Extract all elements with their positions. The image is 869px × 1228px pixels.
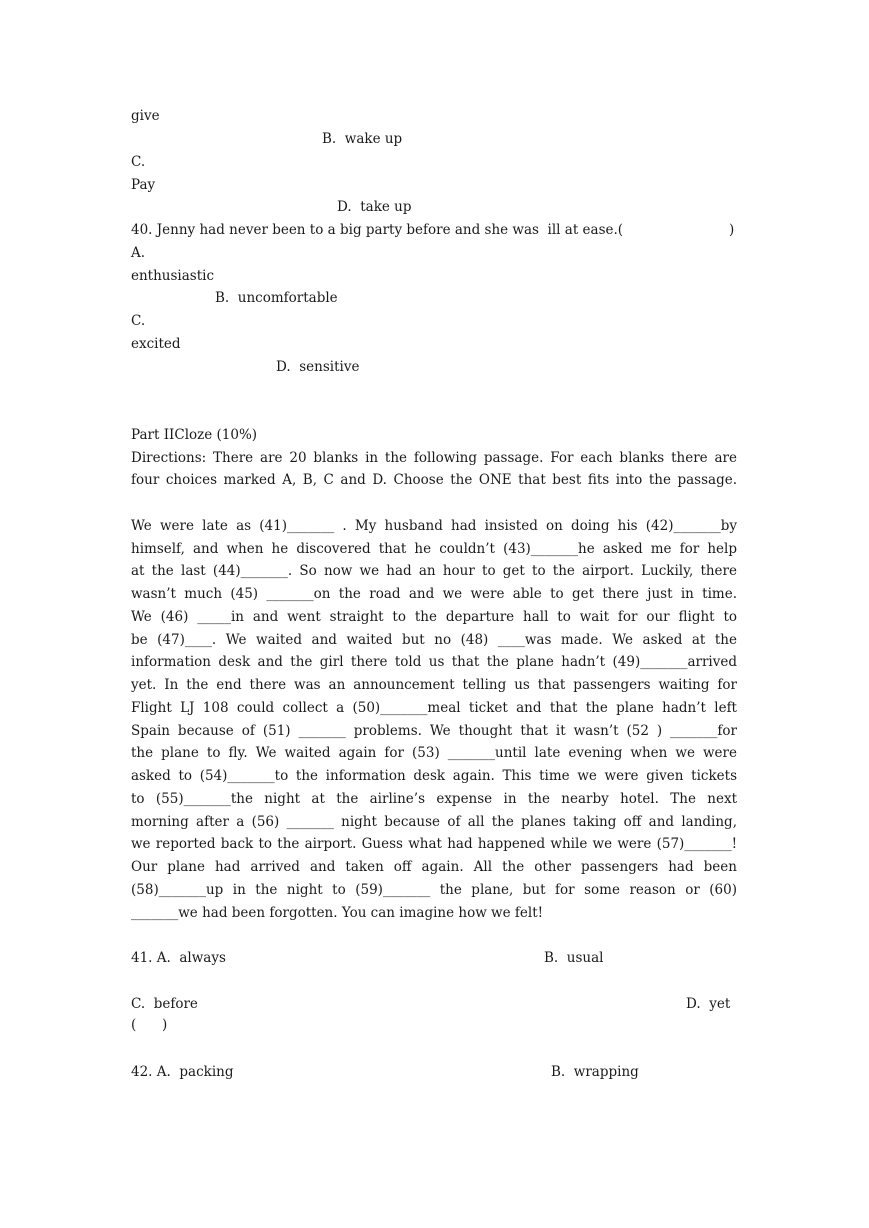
q39-option-d: D. take up	[337, 199, 412, 215]
q41-option-b: B. usual	[544, 950, 604, 966]
q42-option-a: 42. A. packing	[131, 1064, 234, 1080]
directions-line: four choices marked A, B, C and D. Choose the ONE that best fits into the passage.	[131, 472, 737, 488]
passage-line: yet. In the end there was an announcement telling us that passengers waiting for	[131, 677, 737, 693]
passage-line: to (55)_______the night at the airline’s expense in the nearby hotel. The next	[131, 791, 737, 807]
q41-option-d: D. yet	[686, 996, 731, 1012]
q39-option-a-text: give	[131, 108, 160, 124]
passage-line: the plane to fly. We waited again for (53) _______until late evening when we were	[131, 745, 737, 761]
q40-option-c-text: excited	[131, 336, 181, 352]
passage-line: we reported back to the airport. Guess what had happened while we were (57)_______!	[131, 836, 737, 852]
q39-option-c-letter: C.	[131, 154, 146, 170]
passage-line: morning after a (56) _______ night because of all the planes taking off and landing,	[131, 814, 737, 830]
q41-option-c: C. before	[131, 996, 198, 1012]
passage-line: We (46) _____in and went straight to the departure hall to wait for our flight to	[131, 609, 737, 625]
q39-option-c-text: Pay	[131, 177, 156, 193]
part2-title: Part IICloze (10%)	[131, 427, 258, 443]
passage-line: information desk and the girl there told us that the plane hadn’t (49)_______arrived	[131, 654, 737, 670]
q42-option-b: B. wrapping	[551, 1064, 639, 1080]
passage-line: wasn’t much (45) _______on the road and we were able to get there just in time.	[131, 586, 737, 602]
q39-option-b: B. wake up	[322, 131, 403, 147]
q40-option-b: B. uncomfortable	[215, 290, 338, 306]
directions-line: Directions: There are 20 blanks in the following passage. For each blanks there are	[131, 450, 737, 466]
q40-stem: 40. Jenny had never been to a big party before and she was ill at ease.(	[131, 222, 624, 238]
passage-last-line: _______we had been forgotten. You can imagine how we felt!	[131, 905, 544, 921]
passage-line: be (47)____. We waited and waited but no (48) ____was made. We asked at the	[131, 632, 737, 648]
passage-line: Our plane had arrived and taken off again. All the other passengers had been	[131, 859, 737, 875]
passage-line: (58)_______up in the night to (59)_______ the plane, but for some reason or (60)	[131, 882, 737, 898]
passage-line: We were late as (41)_______ . My husband had insisted on doing his (42)_______by	[131, 518, 737, 534]
q40-answer-paren: )	[729, 222, 735, 238]
q41-option-a: 41. A. always	[131, 950, 226, 966]
q40-option-c-letter: C.	[131, 313, 146, 329]
q41-answer-paren: ( )	[131, 1017, 168, 1033]
passage-line: Spain because of (51) _______ problems. We thought that it wasn’t (52 ) _______for	[131, 723, 737, 739]
passage-line: asked to (54)_______to the information desk again. This time we were given tickets	[131, 768, 737, 784]
passage-line: at the last (44)_______. So now we had an hour to get to the airport. Luckily, there	[131, 563, 737, 579]
passage-line: Flight LJ 108 could collect a (50)_______meal ticket and that the plane hadn’t left	[131, 700, 737, 716]
q40-option-a-letter: A.	[131, 245, 146, 261]
q40-option-d: D. sensitive	[276, 359, 360, 375]
q40-option-a-text: enthusiastic	[131, 268, 215, 284]
passage-line: himself, and when he discovered that he couldn’t (43)_______he asked me for help	[131, 541, 737, 557]
